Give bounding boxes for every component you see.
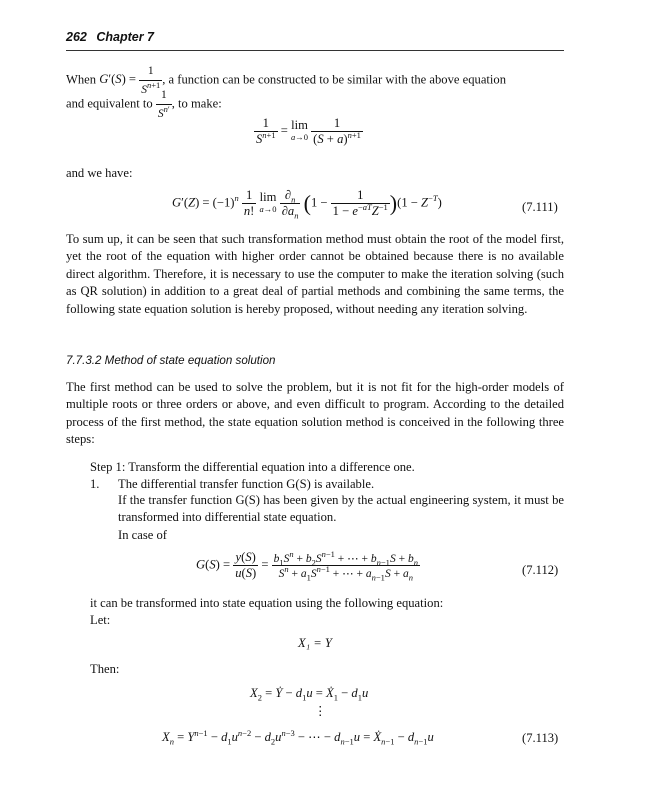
item-1-text: The differential transfer function G(S) is available. — [118, 477, 375, 491]
intro-line-2-suffix: , to make: — [171, 96, 222, 111]
section-heading: 7.7.3.2 Method of state equation solution — [66, 354, 276, 367]
header-rule — [66, 50, 564, 51]
page-number: 262 — [66, 30, 87, 44]
x1-equals-y: X₁ = Y — [298, 636, 332, 650]
intro-equivalent: and equivalent to — [66, 96, 153, 111]
g-prime-s-formula: G′(S) = $\frac{1}{S^{n+1}}$ — [99, 72, 162, 86]
step-1: Step 1: Transform the differential equation into a difference one. — [90, 460, 415, 474]
paragraph-sum-up: To sum up, it can be seen that such transformation method must obtain the root of the model first, yet the root of the equation with higher order cannot be obtained because there is no available direct algorithm. Therefore, it is necessary to use the computer to make the iteration solving (such as QR solution) in addition to a great deal of partial methods and combining the same terms, the following state equation solution is hereby proposed, without needing any iteration solving. — [66, 232, 564, 316]
intro-line-2 — [66, 86, 222, 123]
running-header — [66, 30, 154, 44]
intro-when: When — [66, 72, 97, 87]
equation-7-112: G(S) = $\frac{y(S)}{u(S)}$ = $\frac{b_1S^n + b_2S^{n-1} + \cdots + b_{n-1}S + b_n}{S^n + a_1S^{n-1} + \cdots + a_{n-1}S + a_n}$ — [196, 549, 418, 583]
vertical-dots: ⋮ — [314, 704, 327, 718]
intro-line-1-suffix: , a function can be constructed to be similar with the above equation — [162, 72, 507, 87]
transform-line: it can be transformed into state equation using the following equation: — [90, 596, 444, 610]
and-we-have: and we have: — [66, 166, 133, 180]
let-label: Let: — [90, 613, 111, 627]
one-over-s-n-formula: $\frac{1}{S^{n'}}$ — [156, 86, 172, 123]
equation-7-111: $G'(Z) = (-1)^n$ $\frac{1}{n!}$ lim a→0 $\frac{\partial_n}{\partial a_n}$ (1 − $\frac{1}{1 - e^{-aT}Z^{-1}}$ )$(1 - Z^{-T})$ — [172, 188, 442, 221]
section-paragraph: The first method can be used to solve the problem, but it is not fit for the high-order models of multiple roots or three orders or above, and even difficult to program. According to the detailed process of the first method, the state equation solution method is conceived in the following three steps: — [66, 380, 564, 447]
eq-number-7-111: (7.111) — [522, 200, 558, 214]
limit-equation: $\frac{1}{S^{n+1}}$ = lim a→0 $\frac{1}{(S + a)^{n+1}}$ — [256, 116, 361, 146]
x2-equation: $X_2$ = Ẏ − $d_1u$ = Ẋ$_1$ − $d_1u$ — [250, 686, 369, 703]
chapter-label: Chapter 7 — [96, 30, 154, 44]
then-label: Then: — [90, 662, 120, 676]
in-case-of: In case of — [118, 528, 167, 542]
item-1-number: 1. — [90, 477, 100, 491]
eq-number-7-112: (7.112) — [522, 563, 559, 577]
item-1-detail: If the transfer function G(S) has been given by the actual engineering system, it must be transformed into differential state equation. — [118, 493, 564, 524]
equation-7-113: $X_n = Y^{n-1} - d_1u^{n-2} - d_2u^{n-3}$ − ⋯ − $d_{n-1}u$ = Ẋ$_{n-1}$ − $d_{n-1}u$ — [162, 727, 434, 747]
eq-number-7-113: (7.113) — [522, 731, 559, 745]
